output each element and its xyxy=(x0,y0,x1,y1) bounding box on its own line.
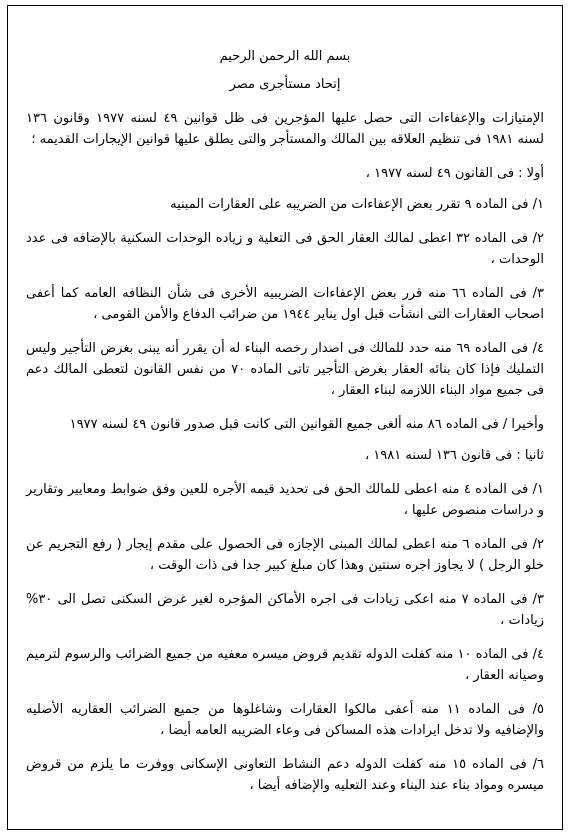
section2-item-2: ٢/ فى الماده ٦ منه اعطى لمالك المبنى الإجازه فى الحصول على مقدم إيجار ( رفع التجريم عن خلو الرجل ) لا يجاوز اجره سنتين وهذا كان مبلغ كبير جدا فى ذات الوقت ، xyxy=(26,537,544,573)
basmala: بسم الله الرحمن الرحيم xyxy=(219,49,351,64)
section2-item-3: ٣/ فى الماده ٧ منه اعكى زيادات فى اجره الأماكن المؤجره لغير غرض السكنى تصل الى ٣٠% زيادات ، xyxy=(26,592,544,628)
document-page xyxy=(7,5,563,830)
section1-heading: أولا : فى القانون ٤٩ لسنه ١٩٧٧ ، xyxy=(365,166,544,181)
section2-item-5: ٥/ فى الماده ١١ منه أعفى مالكوا العقارات وشاغلوها من جميع الضرائب العقاريه الأصليه والإضافيه ولا تدخل ايرادات هذه المساكن فى وعاء الضريبه العامه أيضا ، xyxy=(26,702,544,738)
section2-item-1: ١/ فى الماده ٤ منه اعطى للمالك الحق فى تحديد قيمه الأجره للعين وفق ضوابط ومعايير وتقارير و دراسات منصوص عليها ، xyxy=(26,482,544,518)
section2-item-6: ٦/ فى الماده ١٥ منه كفلت الدوله دعم النشاط التعاونى الإسكانى ووفرت ما يلزم من قروض ميسره ومواد بناء عند البناء وعند التعليه والإضافه أيضا ، xyxy=(26,757,544,793)
intro-paragraph: الإمتيازات والإعفاءات التى حصل عليها المؤجرين فى ظل قوانين ٤٩ لسنه ١٩٧٧ وقانون ١٣٦ لسنه ١٩٨١ فى تنظيم العلاقه بين المالك والمستأجر والتى يطلق عليها قوانين الإيجارات القديمه ؛ xyxy=(26,111,544,147)
section1-item-4: ٤/ فى الماده ٦٩ منه حدد للمالك فى اصدار رخصه البناء له أن يقرر أنه يبنى بغرض التأجير وليس التمليك فإذا كان بنائه العقار بغرض التأجير تاتى الماده ٧٠ من نفس القانون لتعطى المالك دعم فى جميع مواد البناء اللازمه لبناء العقار ، xyxy=(26,341,544,398)
section2-heading: ثانيا : فى قانون ١٣٦ لسنه ١٩٨١ ، xyxy=(364,448,544,463)
organization-name: إتحاد مستأجرى مصر xyxy=(229,77,341,92)
section1-item-1: ١/ فى الماده ٩ تقرر بعض الإعفاءات من الضريبه على العقارات المبنيه xyxy=(170,197,544,212)
section1-item-3: ٣/ فى الماده ٦٦ منه قرر بعض الإعفاءات الضريبيه الأخرى فى شأن النظافه العامه كما أعفى اصحاب العقارات التى انشأت قبل اول يناير ١٩٤٤ من ضرائب الدفاع والأمن القومى ، xyxy=(26,286,544,322)
section2-item-4: ٤/ فى الماده ١٠ منه كفلت الدوله تقديم قروض ميسره معفيه من جميع الضرائب والرسوم لترميم وصيانه العقار ، xyxy=(26,647,544,683)
section1-item-2: ٢/ فى الماده ٣٢ اعطى لمالك العقار الحق فى التعلية و زياده الوحدات السكنية بالإضافه فى عدد الوحدات ، xyxy=(26,231,544,267)
section1-item-final: وأخيرا / فى الماده ٨٦ منه ألغى جميع القوانين التى كانت قبل صدور قانون ٤٩ لسنه ١٩٧٧ xyxy=(69,417,544,432)
document-body xyxy=(26,46,544,809)
